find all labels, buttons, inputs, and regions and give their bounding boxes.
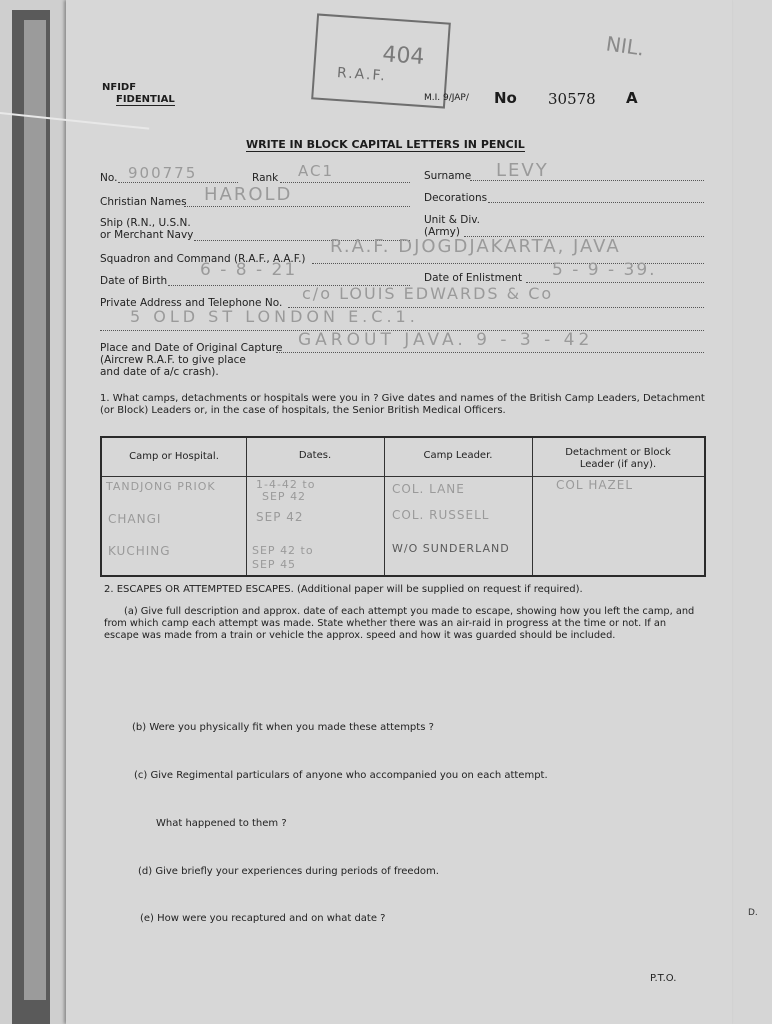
- surname-label: Surname: [424, 170, 472, 182]
- table-header-dates: Dates.: [298, 450, 332, 461]
- nil-annotation: NIL.: [604, 31, 646, 61]
- pto-note: P.T.O.: [650, 973, 677, 984]
- unit-label-2: (Army): [424, 226, 460, 238]
- table-row-2-camp: CHANGI: [108, 512, 162, 526]
- table-header-detachment-2: Leader (if any).: [579, 459, 657, 470]
- table-row-1-dates: 1-4-42 to: [256, 478, 316, 491]
- address-label: Private Address and Telephone No.: [100, 297, 283, 309]
- question-2-title: 2. ESCAPES OR ATTEMPTED ESCAPES. (Additional paper will be supplied on request if required).: [104, 584, 583, 595]
- address-value-2: 5 OLD ST LONDON E.C.1.: [130, 307, 419, 326]
- table-row-1-camp: TANDJONG PRIOK: [106, 480, 216, 493]
- table-row-1-detachment: COL HAZEL: [556, 478, 634, 492]
- camps-table: [100, 436, 706, 577]
- service-no-value: 900775: [128, 164, 198, 182]
- dob-label: Date of Birth: [100, 275, 168, 287]
- file-binder-edge: [24, 20, 46, 1000]
- questionnaire-page: [66, 0, 732, 1024]
- squadron-label: Squadron and Command (R.A.F., A.A.F.): [100, 253, 306, 265]
- form-letter: A: [626, 89, 638, 107]
- rank-value: AC1: [298, 162, 335, 180]
- dob-value: 6 - 8 - 21: [200, 260, 298, 280]
- block-capitals-instruction: WRITE IN BLOCK CAPITAL LETTERS IN PENCIL: [246, 138, 525, 151]
- table-row-3-dates: SEP 42 to: [252, 544, 314, 557]
- squadron-value: R.A.F. DJOGDJAKARTA, JAVA: [330, 236, 621, 257]
- question-2c: (c) Give Regimental particulars of anyone who accompanied you on each attempt.: [134, 770, 548, 781]
- capture-value: GAROUT JAVA. 9 - 3 - 42: [298, 330, 594, 350]
- question-2a-line-1: (a) Give full description and approx. date of each attempt you made to escape, showing how you left the camp, and: [124, 606, 695, 617]
- table-header-camp: Camp or Hospital.: [129, 451, 219, 462]
- question-2b: (b) Were you physically fit when you made these attempts ?: [132, 722, 434, 733]
- question-2c-follow-up: What happened to them ?: [156, 818, 287, 829]
- rank-label: Rank: [252, 172, 279, 184]
- confidential-top: NFIDF: [102, 82, 137, 93]
- ship-label-1: Ship (R.N., U.S.N.: [100, 217, 191, 229]
- christian-names-value: HAROLD: [204, 184, 293, 205]
- serial-number: 30578: [548, 90, 596, 108]
- question-2e: (e) How were you recaptured and on what date ?: [140, 913, 386, 924]
- question-2a-line-3: escape was made from a train or vehicle the approx. speed and how it was guarded should be included.: [104, 630, 616, 641]
- table-row-1-leader: COL. LANE: [392, 482, 465, 496]
- capture-label-3: and date of a/c crash).: [100, 366, 219, 378]
- enlistment-value: 5 - 9 - 39.: [552, 260, 657, 280]
- question-2a-line-2: from which camp each attempt was made. State whether there was an air-raid in progress at the time or not. If an: [104, 618, 667, 629]
- capture-label-2: (Aircrew R.A.F. to give place: [100, 354, 246, 366]
- form-reference: M.I. 9/JAP/: [424, 93, 469, 103]
- table-header-detachment: Detachment or Block: [565, 447, 671, 458]
- decorations-label: Decorations: [424, 192, 488, 204]
- number-label: No: [494, 89, 517, 107]
- table-row-1-dates-2: SEP 42: [262, 490, 307, 503]
- surname-value: LEVY: [496, 160, 549, 181]
- table-row-3-camp: KUCHING: [108, 544, 171, 558]
- table-row-2-leader: COL. RUSSELL: [392, 508, 490, 522]
- address-value-1: c/o LOUIS EDWARDS & Co: [302, 284, 554, 303]
- margin-note-right: D.: [748, 908, 758, 918]
- unit-label-1: Unit & Div.: [424, 214, 480, 226]
- capture-label-1: Place and Date of Original Capture: [100, 342, 283, 354]
- stamp-handwritten-number: 404: [381, 42, 426, 70]
- raf-stamp: R.A.F. 404: [311, 13, 451, 108]
- ship-label-2: or Merchant Navy: [100, 229, 194, 241]
- table-row-2-dates: SEP 42: [256, 510, 304, 524]
- table-header-leader: Camp Leader.: [423, 450, 493, 461]
- table-row-3-dates-2: SEP 45: [252, 558, 297, 571]
- question-1-line-1: 1. What camps, detachments or hospitals were you in ? Give dates and names of the British Camp Leaders, Detachment: [100, 393, 705, 404]
- service-no-label: No.: [100, 172, 118, 184]
- confidential-label: FIDENTIAL: [116, 94, 175, 105]
- enlistment-label: Date of Enlistment: [424, 272, 523, 284]
- question-1-line-2: (or Block) Leaders or, in the case of hospitals, the Senior British Medical Officers.: [100, 405, 506, 416]
- question-2d: (d) Give briefly your experiences during periods of freedom.: [138, 866, 439, 877]
- christian-names-label: Christian Names: [100, 196, 187, 208]
- table-row-3-leader: W/O SUNDERLAND: [392, 542, 510, 555]
